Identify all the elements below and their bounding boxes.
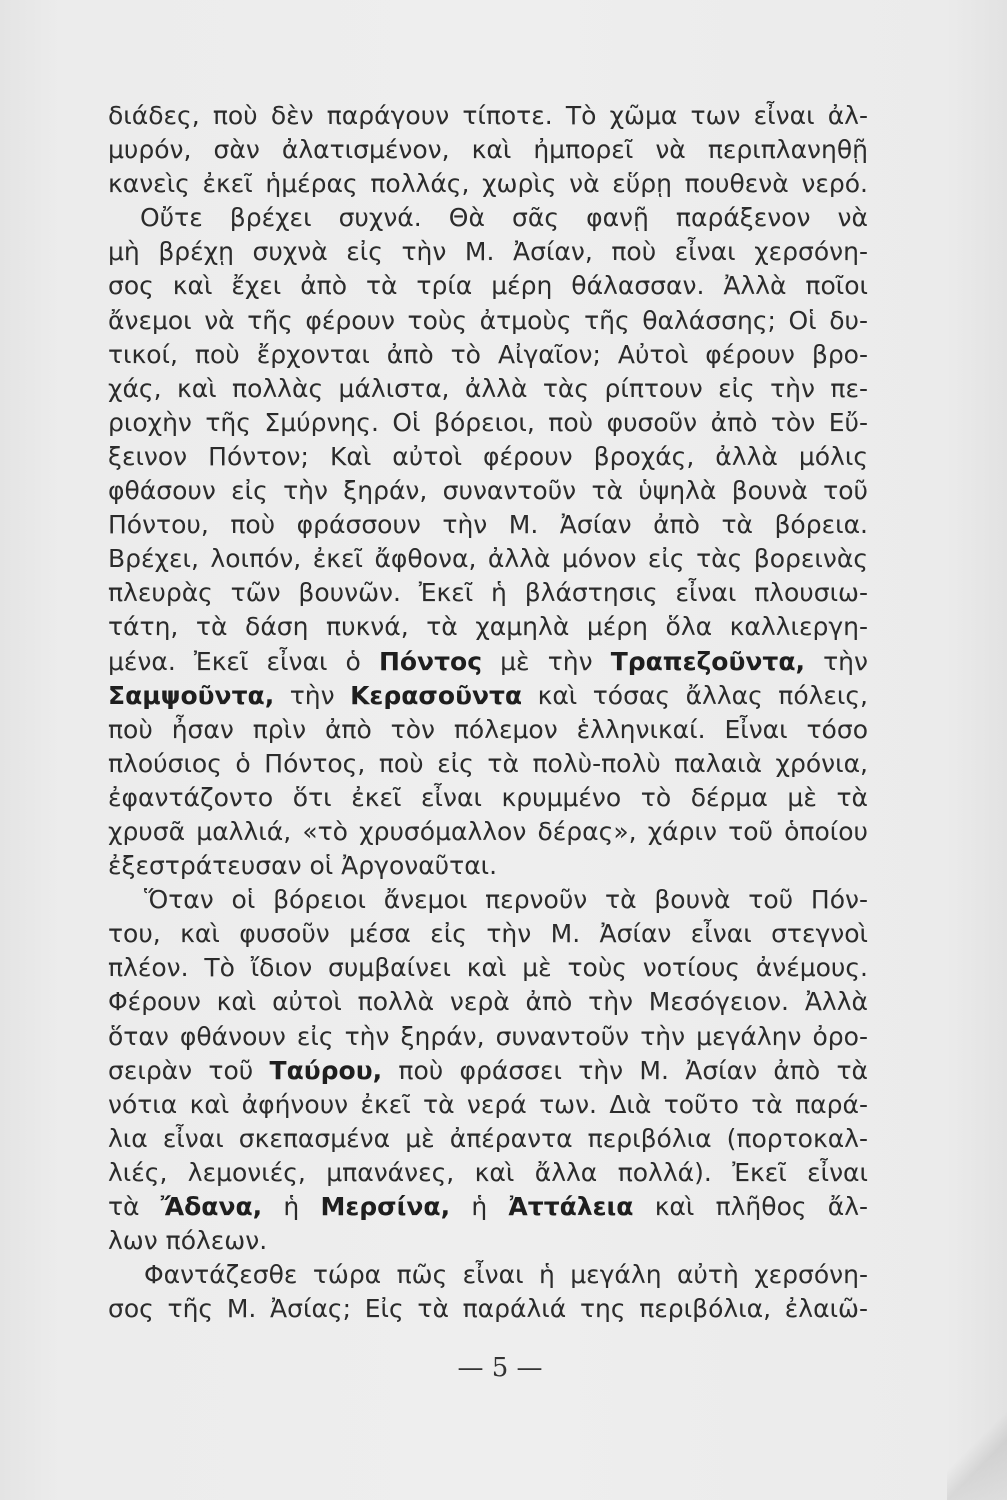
text-line bbox=[108, 1190, 868, 1224]
text-line bbox=[108, 1054, 868, 1088]
place-name-mersina: Μερσίνα, bbox=[320, 1192, 451, 1221]
text-line: ξεινον Πόντον; Καὶ αὐτοὶ φέρουν βροχάς, ἀλλὰ μόλις bbox=[108, 441, 868, 471]
text-segment: τὴν bbox=[289, 680, 335, 710]
text-line: χρυσᾶ μαλλιά, «τὸ χρυσόμαλλον δέρας», χάριν τοῦ ὁποίου bbox=[108, 816, 868, 846]
text-line: κανεὶς ἐκεῖ ἡμέρας πολλάς, χωρὶς νὰ εὕρῃ πουθενὰ νερό. bbox=[108, 169, 868, 199]
text-segment: σειρὰν τοῦ bbox=[108, 1055, 254, 1085]
text-line: ἐξεστράτευσαν οἱ Ἀργοναῦται. bbox=[108, 851, 498, 881]
page-number: — 5 — bbox=[457, 1353, 543, 1383]
text-segment: καὶ πλῆθος ἄλ- bbox=[654, 1192, 869, 1221]
text-line: Βρέχει, λοιπόν, ἐκεῖ ἄφθονα, ἀλλὰ μόνον εἰς τὰς βορεινὰς bbox=[108, 544, 868, 574]
text-line: σος καὶ ἔχει ἀπὸ τὰ τρία μέρη θάλασσαν. Ἀλλὰ ποῖοι bbox=[108, 271, 868, 301]
text-line: μὴ βρέχῃ συχνὰ εἰς τὴν Μ. Ἀσίαν, ποὺ εἶναι χερσόνη- bbox=[108, 237, 868, 267]
place-name-kerasounta: Κερασοῦντα bbox=[350, 680, 523, 710]
text-line: φθάσουν εἰς τὴν ξηράν, συναντοῦν τὰ ὑψηλὰ βουνὰ τοῦ bbox=[108, 476, 868, 506]
text-segment: μὲ τὴν bbox=[500, 646, 593, 676]
text-line: διάδες, ποὺ δὲν παράγουν τίποτε. Τὸ χῶμα των εἶναι ἀλ- bbox=[108, 101, 868, 130]
place-name-attaleia: Ἀττάλεια bbox=[508, 1192, 634, 1221]
text-line: ποὺ ἦσαν πρὶν ἀπὸ τὸν πόλεμον ἑλληνικαί. Εἶναι τόσο bbox=[108, 714, 868, 744]
text-line: Φαντάζεσθε τώρα πῶς εἶναι ἡ μεγάλη αὐτὴ χερσόνη- bbox=[144, 1260, 868, 1290]
place-name-sampsounta: Σαμψοῦντα, bbox=[108, 680, 275, 710]
text-line: πλευρὰς τῶν βουνῶν. Ἐκεῖ ἡ βλάστησις εἶναι πλουσιω- bbox=[108, 578, 868, 608]
text-line: ἄνεμοι νὰ τῆς φέρουν τοὺς ἀτμοὺς τῆς θαλάσσης; Οἱ δυ- bbox=[108, 305, 868, 335]
text-line: Πόντου, ποὺ φράσσουν τὴν Μ. Ἀσίαν ἀπὸ τὰ βόρεια. bbox=[108, 510, 868, 540]
text-line bbox=[108, 679, 868, 713]
text-line: ριοχὴν τῆς Σμύρνης. Οἱ βόρειοι, ποὺ φυσοῦν ἀπὸ τὸν Εὔ- bbox=[108, 407, 868, 437]
text-segment: μένα. Ἐκεῖ εἶναι ὁ bbox=[108, 646, 361, 676]
text-line: πλούσιος ὁ Πόντος, ποὺ εἰς τὰ πολὺ-πολὺ παλαιὰ χρόνια, bbox=[108, 748, 868, 778]
text-line: ὅταν φθάνουν εἰς τὴν ξηράν, συναντοῦν τὴν μεγάλην ὀρο- bbox=[108, 1021, 868, 1051]
body-text bbox=[108, 99, 868, 1326]
text-line: λια εἶναι σκεπασμένα μὲ ἀπέραντα περιβόλια (πορτοκαλ- bbox=[108, 1123, 868, 1153]
page-fold-shadow bbox=[947, 1360, 1007, 1500]
text-line: πλέον. Τὸ ἴδιον συμβαίνει καὶ μὲ τοὺς νοτίους ἀνέμους. bbox=[108, 953, 868, 983]
text-line: ἐφαντάζοντο ὅτι ἐκεῖ εἶναι κρυμμένο τὸ δέρμα μὲ τὰ bbox=[108, 782, 868, 812]
place-name-tavrou: Ταύρου, bbox=[269, 1055, 383, 1085]
place-name-adana: Ἄδανα, bbox=[160, 1192, 263, 1221]
text-segment: τὴν bbox=[823, 646, 868, 676]
text-line: Οὔτε βρέχει συχνά. Θὰ σᾶς φανῇ παράξενον νὰ bbox=[140, 203, 868, 233]
text-line: λων πόλεων. bbox=[108, 1226, 268, 1256]
text-segment: ἡ bbox=[283, 1192, 300, 1221]
text-segment: ἡ bbox=[471, 1192, 488, 1221]
text-segment: καὶ τόσας ἄλλας πόλεις, bbox=[537, 680, 868, 710]
text-line: λιές, λεμονιές, μπανάνες, καὶ ἄλλα πολλά). Ἐκεῖ εἶναι bbox=[108, 1157, 868, 1187]
text-line: νότια καὶ ἀφήνουν ἐκεῖ τὰ νερά των. Διὰ τοῦτο τὰ παρά- bbox=[108, 1089, 868, 1119]
text-line: χάς, καὶ πολλὰς μάλιστα, ἀλλὰ τὰς ρίπτουν εἰς τὴν πε- bbox=[108, 373, 868, 403]
text-line: σος τῆς Μ. Ἀσίας; Εἰς τὰ παράλιά της περιβόλια, ἐλαιῶ- bbox=[108, 1294, 868, 1324]
place-name-pontos: Πόντος bbox=[378, 646, 483, 676]
text-segment: ποὺ φράσσει τὴν Μ. Ἀσίαν ἀπὸ τὰ bbox=[398, 1055, 869, 1085]
text-line: τάτη, τὰ δάση πυκνά, τὰ χαμηλὰ μέρη ὅλα καλλιεργη- bbox=[108, 612, 868, 642]
text-line: του, καὶ φυσοῦν μέσα εἰς τὴν Μ. Ἀσίαν εἶναι στεγνοὶ bbox=[108, 919, 868, 949]
text-line: Φέρουν καὶ αὐτοὶ πολλὰ νερὰ ἀπὸ τὴν Μεσόγειον. Ἀλλὰ bbox=[108, 987, 868, 1017]
text-line: μυρόν, σὰν ἀλατισμένον, καὶ ἠμπορεῖ νὰ περιπλανηθῇ bbox=[108, 135, 868, 165]
text-line: τικοί, ποὺ ἔρχονται ἀπὸ τὸ Αἰγαῖον; Αὐτοὶ φέρουν βρο- bbox=[108, 339, 868, 369]
text-line bbox=[108, 645, 868, 679]
text-segment: τὰ bbox=[108, 1192, 140, 1221]
place-name-trapezounta: Τραπεζοῦντα, bbox=[610, 646, 805, 676]
text-line: Ὅταν οἱ βόρειοι ἄνεμοι περνοῦν τὰ βουνὰ τοῦ Πόν- bbox=[144, 885, 868, 915]
